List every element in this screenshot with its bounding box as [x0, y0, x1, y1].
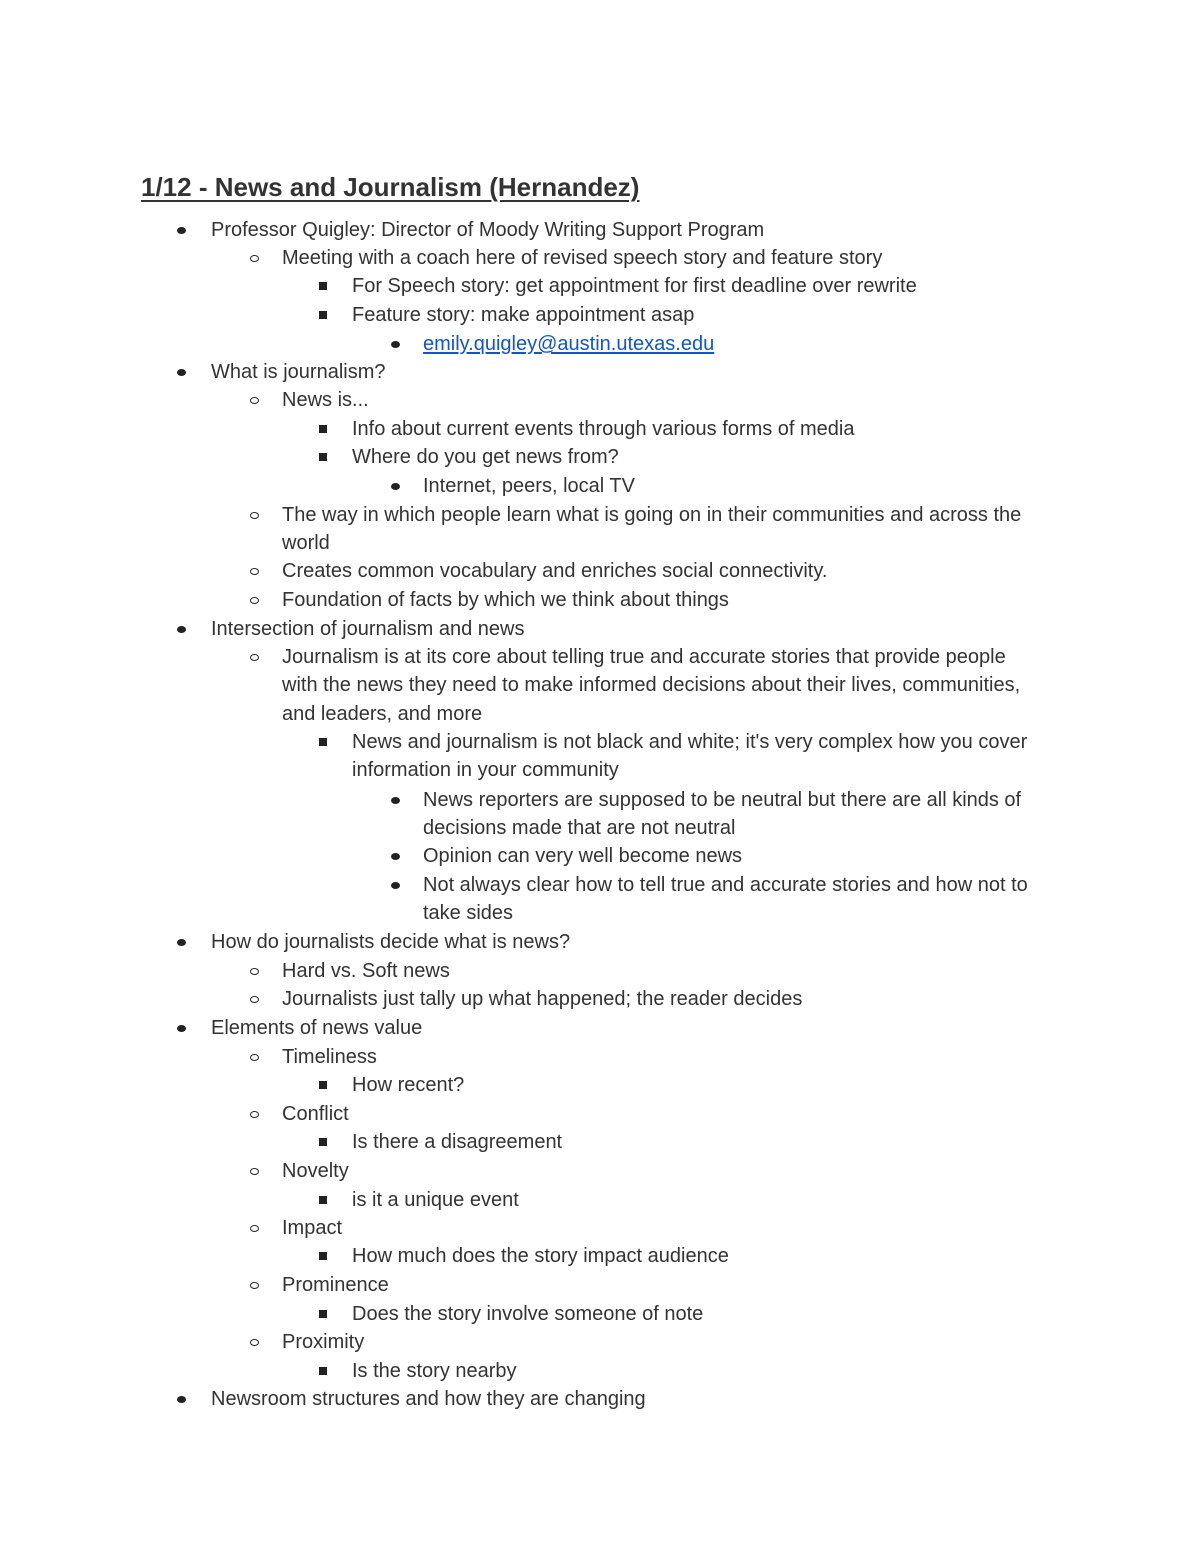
list-item-text: How recent?	[352, 1074, 465, 1096]
list-item-text: Not always clear how to tell true and accurate stories and how not to take sides	[423, 874, 1028, 925]
list-item-text: Info about current events through various forms of media	[352, 418, 855, 440]
bullet-circle-icon	[250, 654, 259, 661]
list-item	[282, 1100, 1072, 1128]
list-item	[282, 1328, 1072, 1356]
list-item-text: News and journalism is not black and white; it's very complex how you cover information in your community	[352, 731, 1028, 782]
list-item-text: News reporters are supposed to be neutral but there are all kinds of decisions made that are not neutral	[423, 789, 1022, 840]
bullet-square-icon	[319, 1138, 327, 1146]
list-item	[211, 358, 1071, 386]
bullet-square-icon	[319, 1081, 327, 1089]
list-item-text: Meeting with a coach here of revised speech story and feature story	[282, 247, 883, 269]
list-item	[352, 1128, 1072, 1156]
list-item	[282, 957, 1072, 985]
list-item	[282, 1157, 1072, 1185]
bullet-circle-icon	[250, 597, 259, 604]
list-item-text: Proximity	[282, 1331, 365, 1353]
list-item-text: What is journalism?	[211, 361, 386, 383]
list-item-text: Conflict	[282, 1103, 349, 1125]
bullet-circle-icon	[250, 996, 259, 1003]
bullet-dot-icon	[177, 626, 186, 633]
list-item	[282, 586, 1072, 614]
bullet-dot-icon	[391, 483, 400, 490]
list-item	[211, 615, 1071, 643]
list-item-text: For Speech story: get appointment for first deadline over rewrite	[352, 275, 917, 297]
bullet-square-icon	[319, 1310, 327, 1318]
list-item-text: is it a unique event	[352, 1189, 519, 1211]
bullet-circle-icon	[250, 1282, 259, 1289]
list-item-text: Feature story: make appointment asap	[352, 304, 695, 326]
list-item	[282, 1043, 1072, 1071]
bullet-square-icon	[319, 425, 327, 433]
list-item-text: Creates common vocabulary and enriches social connectivity.	[282, 560, 828, 582]
list-item	[423, 786, 1051, 843]
bullet-square-icon	[319, 1196, 327, 1204]
bullet-dot-icon	[177, 1025, 186, 1032]
bullet-square-icon	[319, 282, 327, 290]
list-item	[352, 301, 1072, 329]
bullet-circle-icon	[250, 512, 259, 519]
list-item	[282, 501, 1052, 558]
list-item-text: Elements of news value	[211, 1017, 423, 1039]
bullet-dot-icon	[177, 1396, 186, 1403]
bullet-dot-icon	[391, 797, 400, 804]
bullet-dot-icon	[391, 882, 400, 889]
list-item-text: Journalists just tally up what happened; the reader decides	[282, 988, 803, 1010]
list-item-text: How much does the story impact audience	[352, 1245, 729, 1267]
list-item	[282, 643, 1027, 728]
list-item	[282, 1271, 1072, 1299]
list-item	[282, 985, 1072, 1013]
list-item	[282, 244, 1072, 272]
list-item	[211, 1385, 1071, 1413]
bullet-square-icon	[319, 1252, 327, 1260]
list-item-text: Journalism is at its core about telling true and accurate stories that provide people with the news they need to make informed decisions about their lives, communities, and leaders, and more	[282, 646, 1021, 725]
list-item	[352, 1300, 1072, 1328]
bullet-circle-icon	[250, 397, 259, 404]
bullet-dot-icon	[177, 369, 186, 376]
list-item	[352, 1357, 1072, 1385]
bullet-circle-icon	[250, 568, 259, 575]
bullet-dot-icon	[177, 939, 186, 946]
list-item-text: Newsroom structures and how they are changing	[211, 1388, 646, 1410]
bullet-dot-icon	[177, 227, 186, 234]
list-item-text: Intersection of journalism and news	[211, 618, 525, 640]
list-item-text: Where do you get news from?	[352, 446, 619, 468]
bullet-circle-icon	[250, 1054, 259, 1061]
page-title: 1/12 - News and Journalism (Hernandez)	[141, 172, 640, 202]
list-item	[352, 443, 1072, 471]
bullet-square-icon	[319, 453, 327, 461]
bullet-circle-icon	[250, 255, 259, 262]
list-item	[352, 1071, 1072, 1099]
bullet-circle-icon	[250, 1339, 259, 1346]
list-item	[423, 330, 1073, 358]
list-item-text: Professor Quigley: Director of Moody Writing Support Program	[211, 219, 765, 241]
list-item-text: Timeliness	[282, 1046, 377, 1068]
list-item	[352, 1242, 1072, 1270]
bullet-circle-icon	[250, 968, 259, 975]
list-item	[352, 415, 1072, 443]
list-item-text: The way in which people learn what is going on in their communities and across the world	[282, 504, 1022, 555]
list-item	[211, 1014, 1071, 1042]
bullet-dot-icon	[391, 341, 400, 348]
list-item-text: News is...	[282, 389, 369, 411]
list-item	[352, 272, 1072, 300]
list-item	[352, 1186, 1072, 1214]
list-item	[282, 386, 1072, 414]
list-item	[282, 1214, 1072, 1242]
bullet-square-icon	[319, 738, 327, 746]
list-item-text: Is there a disagreement	[352, 1131, 563, 1153]
email-link[interactable]: emily.quigley@austin.utexas.edu	[423, 333, 715, 355]
list-item-text: Novelty	[282, 1160, 349, 1182]
list-item-text: Opinion can very well become news	[423, 845, 743, 867]
list-item	[423, 842, 1073, 870]
list-item-text: Hard vs. Soft news	[282, 960, 450, 982]
list-item-text: Is the story nearby	[352, 1360, 517, 1382]
list-item	[211, 216, 1071, 244]
list-item	[211, 928, 1071, 956]
list-item-text: Does the story involve someone of note	[352, 1303, 704, 1325]
bullet-dot-icon	[391, 853, 400, 860]
bullet-circle-icon	[250, 1225, 259, 1232]
list-item-text: Prominence	[282, 1274, 389, 1296]
list-item	[282, 557, 1072, 585]
list-item	[423, 871, 1063, 928]
list-item-text: Internet, peers, local TV	[423, 475, 635, 497]
list-item-text: How do journalists decide what is news?	[211, 931, 571, 953]
list-item-text: Foundation of facts by which we think about things	[282, 589, 729, 611]
list-item	[352, 728, 1037, 785]
bullet-square-icon	[319, 311, 327, 319]
bullet-circle-icon	[250, 1168, 259, 1175]
list-item	[423, 472, 1073, 500]
bullet-square-icon	[319, 1367, 327, 1375]
bullet-circle-icon	[250, 1111, 259, 1118]
list-item-text: Impact	[282, 1217, 343, 1239]
